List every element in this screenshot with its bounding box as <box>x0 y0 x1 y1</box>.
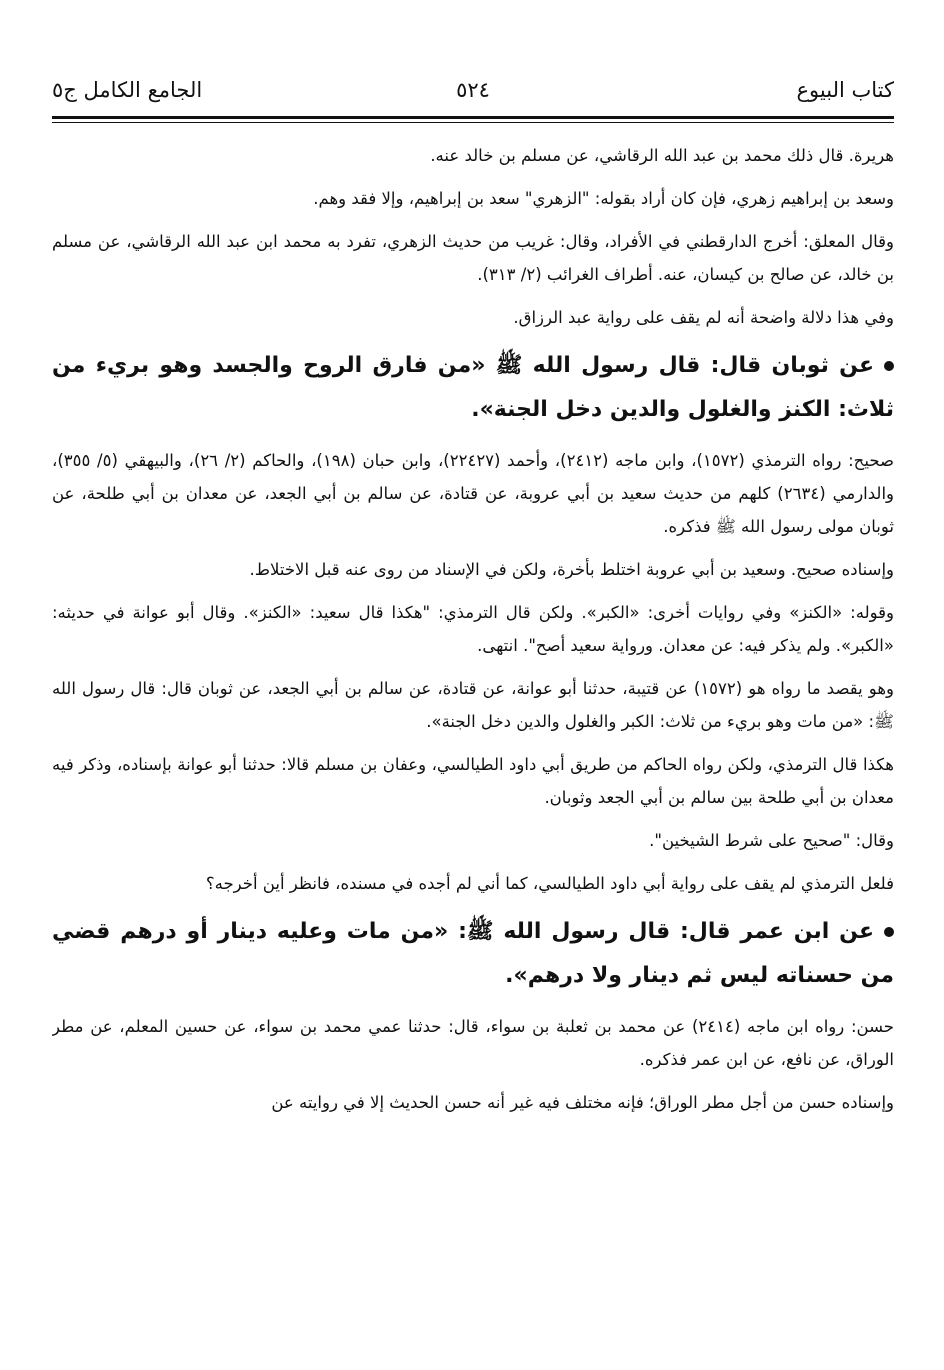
header-rule-thin <box>52 122 894 123</box>
hadith-text <box>52 910 894 998</box>
running-header <box>52 70 894 110</box>
hadith-text-content: عن ابن عمر قال: قال رسول الله ﷺ: «من مات وعليه دينار أو درهم قضي من حسناته ليس ثم دينار ولا درهم». <box>52 919 894 988</box>
paragraph: وسعد بن إبراهيم زهري، فإن كان أراد بقوله: "الزهري" سعد بن إبراهيم، وإلا فقد وهم. <box>313 189 894 208</box>
paragraph: هريرة. قال ذلك محمد بن عبد الله الرقاشي، عن مسلم بن خالد عنه. <box>430 146 894 165</box>
paragraph: وقال: "صحيح على شرط الشيخين". <box>649 831 894 850</box>
hadith-text <box>52 344 894 432</box>
paragraph: هكذا قال الترمذي، ولكن رواه الحاكم من طريق أبي داود الطيالسي، وعفان بن مسلم قالا: حدثنا أبو عوانة بإسناده، وذكر فيه معدان بن أبي طلحة بين سالم بن أبي الجعد وثوبان. <box>52 755 894 807</box>
hadith-text-content: عن ثوبان قال: قال رسول الله ﷺ «من فارق الروح والجسد وهو بريء من ثلاث: الكنز والغلول والدين دخل الجنة». <box>52 353 894 422</box>
paragraph: وإسناده صحيح. وسعيد بن أبي عروبة اختلط بأخرة، ولكن في الإسناد من روى عنه قبل الاختلاط. <box>249 560 894 579</box>
paragraph: فلعل الترمذي لم يقف على رواية أبي داود الطيالسي، كما أني لم أجده في مسنده، فانظر أين أخرجه؟ <box>205 874 894 893</box>
chapter-title: كتاب البيوع <box>796 78 894 102</box>
book-title: الجامع الكامل ج٥ <box>52 78 203 102</box>
bullet-icon <box>884 927 894 937</box>
paragraph: حسن: رواه ابن ماجه (٢٤١٤) عن محمد بن ثعلبة بن سواء، قال: حدثنا عمي محمد بن سواء، عن حسين المعلم، عن مطر الوراق، عن نافع، عن ابن عمر فذكره. <box>52 1017 894 1069</box>
paragraph: صحيح: رواه الترمذي (١٥٧٢)، وابن ماجه (٢٤١٢)، وأحمد (٢٢٤٢٧)، وابن حبان (١٩٨)، والحاكم (٢/ ٢٦)، والبيهقي (٥/ ٣٥٥)، والدارمي (٢٦٣٤) كلهم من حديث سعيد بن أبي عروبة، عن قتادة، عن سالم بن أبي الجعد، عن معدان بن أبي طلحة، عن ثوبان مولى رسول الله ﷺ فذكره. <box>52 451 894 536</box>
book-page <box>52 70 894 1362</box>
page-number: ٥٢٤ <box>456 78 490 102</box>
paragraph: وقال المعلق: أخرج الدارقطني في الأفراد، وقال: غريب من حديث الزهري، تفرد به محمد ابن عبد الله الرقاشي، عن مسلم بن خالد، عن صالح بن كيسان، عنه. أطراف الغرائب (٢/ ٣١٣). <box>52 232 894 284</box>
paragraph: وفي هذا دلالة واضحة أنه لم يقف على رواية عبد الرزاق. <box>513 308 894 327</box>
bullet-icon <box>884 361 894 371</box>
paragraph: وهو يقصد ما رواه هو (١٥٧٢) عن قتيبة، حدثنا أبو عوانة، عن قتادة، عن سالم بن أبي الجعد، عن ثوبان قال: قال رسول الله ﷺ: «من مات وهو بريء من ثلاث: الكبر والغلول والدين دخل الجنة». <box>52 679 894 731</box>
paragraph: وقوله: «الكنز» وفي روايات أخرى: «الكبر». ولكن قال الترمذي: "هكذا قال سعيد: «الكنز». وقال أبو عوانة في حديثه: «الكبر». ولم يذكر فيه: عن معدان. ورواية سعيد أصح". انتهى. <box>52 603 894 655</box>
header-rule-thick <box>52 116 894 119</box>
paragraph: وإسناده حسن من أجل مطر الوراق؛ فإنه مختلف فيه غير أنه حسن الحديث إلا في روايته عن <box>271 1093 894 1112</box>
